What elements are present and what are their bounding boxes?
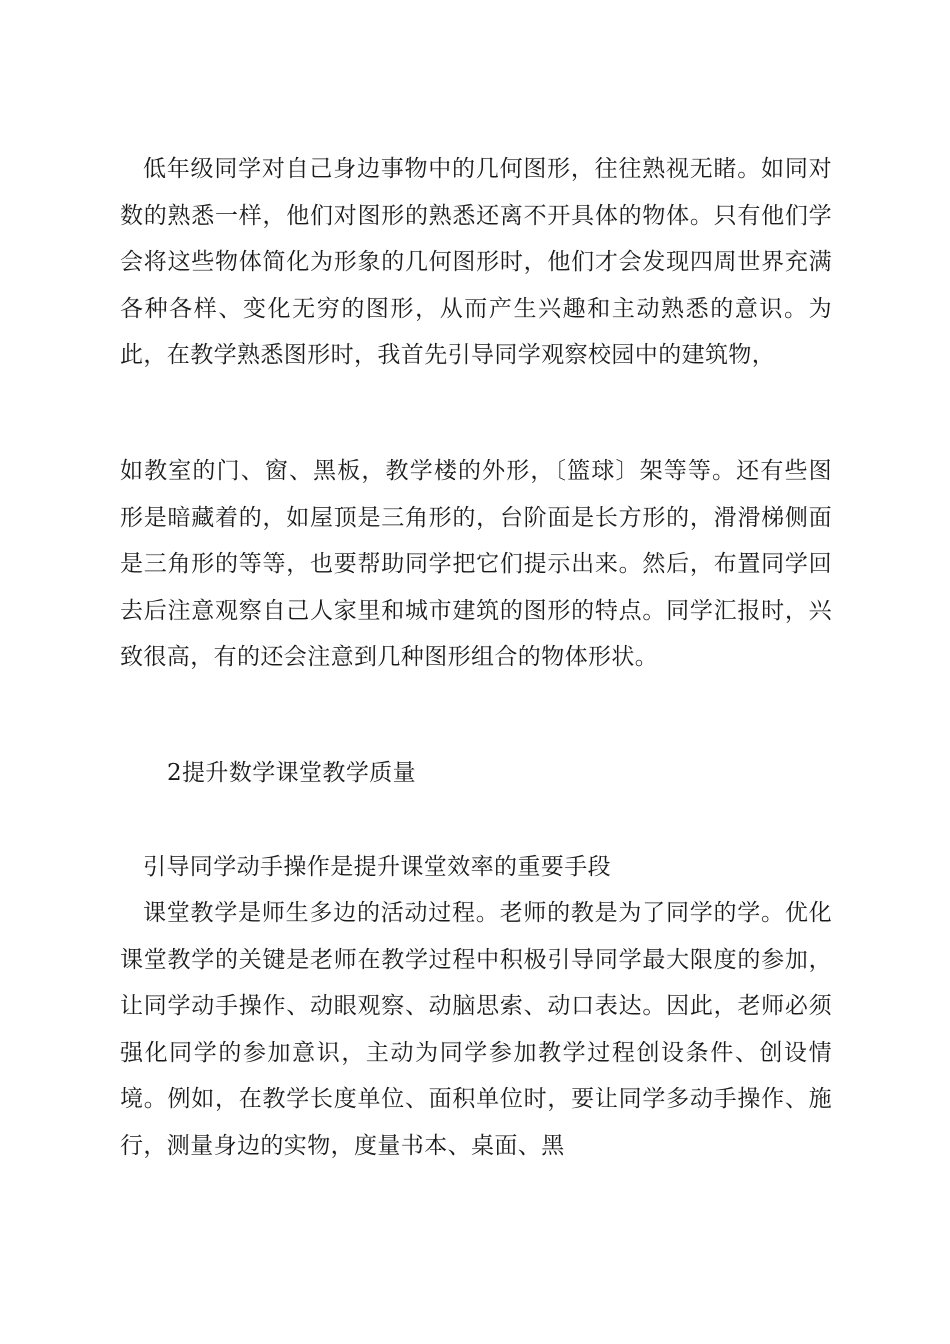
- subsection-heading: 引导同学动手操作是提升课堂效率的重要手段: [143, 854, 611, 880]
- paragraph-geometry-observation: 低年级同学对自己身边事物中的几何图形，往往熟视无睹。如同对数的熟悉一样，他们对图形的熟悉还离不开具体的物体。只有他们学会将这些物体简化为形象的几何图形时，他们才会发现四周世界充满各种各样、变化无穷的图形，从而产生兴趣和主动熟悉的意识。为此，在教学熟悉图形时，我首先引导同学观察校园中的建筑物，: [120, 156, 832, 368]
- paragraph-classroom-teaching: 课堂教学是师生多边的活动过程。老师的教是为了同学的学。优化课堂教学的关键是老师在教学过程中积极引导同学最大限度的参加，让同学动手操作、动眼观察、动脑思索、动口表达。因此，老师必须强化同学的参加意识，主动为同学参加教学过程创设条件、创设情境。例如，在教学长度单位、面积单位时，要让同学多动手操作、施行，测量身边的实物，度量书本、桌面、黑: [120, 900, 832, 1159]
- paragraph-hidden-shapes: 如教室的门、窗、黑板，教学楼的外形，〔篮球〕架等等。还有些图形是暗藏着的，如屋顶是三角形的，台阶面是长方形的，滑滑梯侧面是三角形的等等，也要帮助同学把它们提示出来。然后，布置同学回去后注意观察自己人家里和城市建筑的图形的特点。同学汇报时，兴致很高，有的还会注意到几种图形组合的物体形状。: [120, 458, 832, 670]
- section-heading: 2提升数学课堂教学质量: [167, 760, 417, 786]
